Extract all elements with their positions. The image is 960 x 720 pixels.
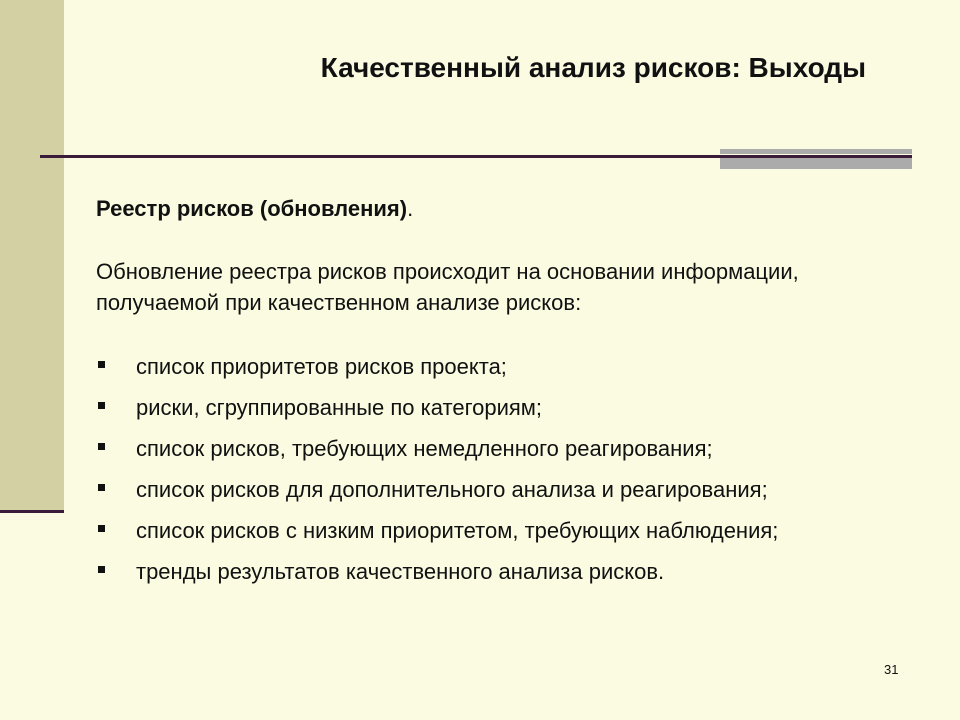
list-item-text: риски, сгруппированные по категориям; bbox=[136, 395, 543, 420]
list-item bbox=[96, 516, 796, 546]
sidebar-divider bbox=[0, 510, 64, 513]
subheading bbox=[96, 194, 413, 224]
bullet-square-icon bbox=[98, 484, 105, 491]
title-rule bbox=[40, 155, 912, 158]
subheading-bold: Реестр рисков (обновления) bbox=[96, 196, 408, 221]
list-item bbox=[96, 475, 916, 505]
list-item-text: список рисков, требующих немедленного реагирования; bbox=[136, 436, 713, 461]
slide-title: Качественный анализ рисков: Выходы bbox=[320, 52, 866, 83]
bullet-list bbox=[96, 352, 916, 598]
bullet-square-icon bbox=[98, 525, 105, 532]
list-item-text: список приоритетов рисков проекта; bbox=[136, 354, 507, 379]
list-item-text: список рисков с низким приоритетом, требующих наблюдения; bbox=[136, 518, 779, 543]
bullet-square-icon bbox=[98, 566, 105, 573]
list-item-text: тренды результатов качественного анализа рисков. bbox=[136, 559, 665, 584]
list-item bbox=[96, 393, 916, 423]
title-rule-accent bbox=[720, 149, 912, 169]
bullet-square-icon bbox=[98, 402, 105, 409]
subheading-tail: . bbox=[407, 196, 414, 221]
intro-paragraph: Обновление реестра рисков происходит на основании информации, получаемой при качественном анализе рисков: bbox=[96, 259, 799, 315]
list-item bbox=[96, 557, 916, 587]
bullet-square-icon bbox=[98, 443, 105, 450]
list-item bbox=[96, 352, 916, 382]
page-number: 31 bbox=[884, 662, 899, 677]
list-item bbox=[96, 434, 916, 464]
bullet-square-icon bbox=[98, 361, 105, 368]
list-item-text: список рисков для дополнительного анализа и реагирования; bbox=[136, 477, 768, 502]
